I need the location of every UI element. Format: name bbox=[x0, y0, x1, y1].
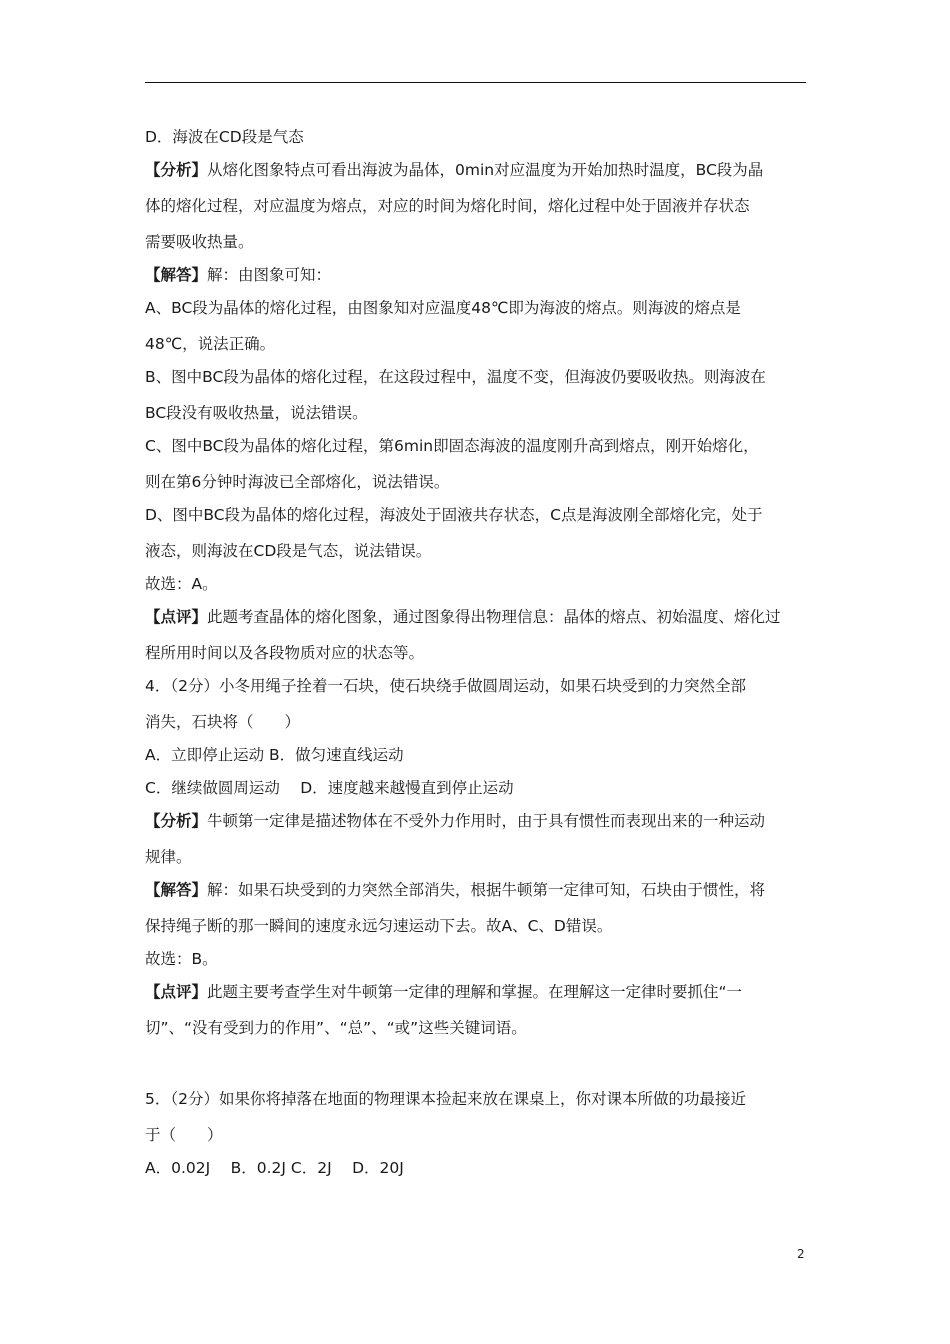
question-4-line: 4．（2分）小冬用绳子拴着一石块，使石块绕手做圆周运动，如果石块受到的力突然全部 bbox=[145, 677, 746, 695]
solution-line: 液态，则海波在CD段是气态，说法错误。 bbox=[145, 542, 432, 560]
option-d-line: D．海波在CD段是气态 bbox=[145, 128, 304, 146]
solution-line: D、图中BC段为晶体的熔化过程，海波处于固液共存状态，C点是海波刚全部熔化完，处于 bbox=[145, 506, 763, 524]
analysis-tag: 【分析】 bbox=[145, 812, 208, 830]
solution-line: 则在第6分钟时海波已全部熔化，说法错误。 bbox=[145, 473, 450, 491]
document-body bbox=[145, 124, 810, 1188]
question-5-options: A．0.02J B．0.2J C．2J D．20J bbox=[145, 1159, 404, 1177]
question-4-options: C．继续做圆周运动 D．速度越来越慢直到停止运动 bbox=[145, 779, 514, 797]
comment-line: 程所用时间以及各段物质对应的状态等。 bbox=[145, 644, 425, 662]
analysis-line: 体的熔化过程，对应温度为熔点，对应的时间为熔化时间，熔化过程中处于固液并存状态 bbox=[145, 197, 750, 215]
solution-line: C、图中BC段为晶体的熔化过程，第6min即固态海波的温度刚升高到熔点，刚开始熔化， bbox=[145, 437, 759, 455]
analysis-line: 规律。 bbox=[145, 848, 192, 866]
comment-tag: 【点评】 bbox=[145, 608, 208, 626]
question-4-line: 消失，石块将（ ） bbox=[145, 713, 301, 731]
question-5-line: 于（ ） bbox=[145, 1126, 223, 1144]
question-5-line: 5．（2分）如果你将掉落在地面的物理课本捡起来放在课桌上，你对课本所做的功最接近 bbox=[145, 1090, 746, 1108]
page-number: 2 bbox=[797, 1247, 805, 1261]
solution-line: 保持绳子断的那一瞬间的速度永远匀速运动下去。故A、C、D错误。 bbox=[145, 917, 613, 935]
question-4-options: A．立即停止运动 B．做匀速直线运动 bbox=[145, 746, 404, 764]
comment-line: 【点评】此题主要考查学生对牛顿第一定律的理解和掌握。在理解这一定律时要抓住“一 bbox=[145, 983, 743, 1001]
comment-line: 切”、“没有受到力的作用”、“总”、“或”这些关键词语。 bbox=[145, 1019, 527, 1037]
analysis-line: 需要吸收热量。 bbox=[145, 233, 254, 251]
solution-tag: 【解答】 bbox=[145, 881, 208, 899]
answer-line: 故选：A。 bbox=[145, 575, 218, 593]
comment-line: 【点评】此题考查晶体的熔化图象，通过图象得出物理信息：晶体的熔点、初始温度、熔化过 bbox=[145, 608, 781, 626]
analysis-line: 【分析】从熔化图象特点可看出海波为晶体，0min对应温度为开始加热时温度，BC段为晶 bbox=[145, 161, 764, 179]
answer-line: 故选：B。 bbox=[145, 950, 218, 968]
solution-line: 【解答】解：如果石块受到的力突然全部消失，根据牛顿第一定律可知，石块由于惯性，将 bbox=[145, 881, 766, 899]
solution-line: A、BC段为晶体的熔化过程，由图象知对应温度48℃即为海波的熔点。则海波的熔点是 bbox=[145, 299, 741, 317]
solution-line: 48℃，说法正确。 bbox=[145, 335, 276, 353]
comment-tag: 【点评】 bbox=[145, 983, 208, 1001]
solution-line: BC段没有吸收热量，说法错误。 bbox=[145, 404, 368, 422]
analysis-line: 【分析】牛顿第一定律是描述物体在不受外力作用时，由于具有惯性而表现出来的一种运动 bbox=[145, 812, 766, 830]
header-divider bbox=[145, 82, 806, 83]
solution-line: B、图中BC段为晶体的熔化过程，在这段过程中，温度不变，但海波仍要吸收热。则海波在 bbox=[145, 368, 766, 386]
analysis-tag: 【分析】 bbox=[145, 161, 208, 179]
solution-line: 【解答】解：由图象可知： bbox=[145, 266, 332, 284]
solution-tag: 【解答】 bbox=[145, 266, 208, 284]
